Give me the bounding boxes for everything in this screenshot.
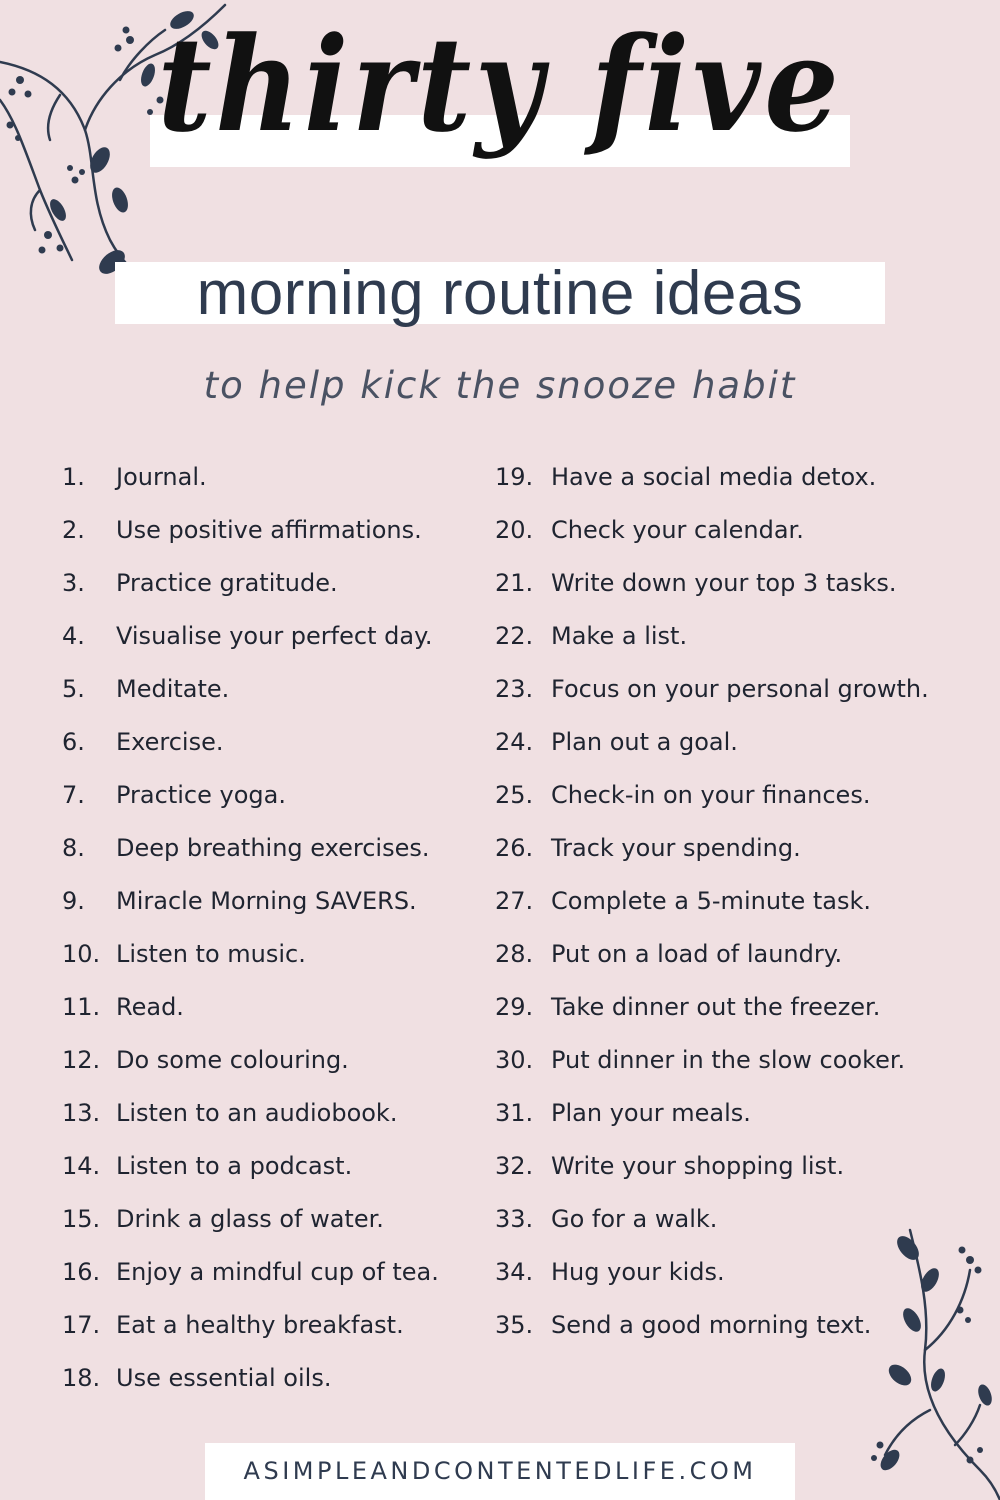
list-item xyxy=(62,609,482,662)
list-item xyxy=(495,1192,965,1245)
list-item xyxy=(495,980,965,1033)
list-item-text: Meditate. xyxy=(116,674,230,703)
list-item-number: 18. xyxy=(62,1363,101,1392)
list-item-text: Make a list. xyxy=(551,621,688,650)
list-item-number: 13. xyxy=(62,1098,101,1127)
list-item xyxy=(62,556,482,609)
list-item-number: 21. xyxy=(495,568,534,597)
list-item xyxy=(495,821,965,874)
list-item-text: Have a social media detox. xyxy=(551,462,877,491)
list-item xyxy=(62,450,482,503)
list-item-number: 2. xyxy=(62,515,85,544)
list-item xyxy=(495,927,965,980)
list-item xyxy=(495,503,965,556)
list-item-text: Put on a load of laundry. xyxy=(551,939,843,968)
list-item-text: Listen to a podcast. xyxy=(116,1151,353,1180)
list-item xyxy=(62,927,482,980)
list-item xyxy=(495,609,965,662)
list-item xyxy=(495,1086,965,1139)
list-item xyxy=(62,1139,482,1192)
list-item xyxy=(62,1086,482,1139)
list-item-number: 10. xyxy=(62,939,101,968)
list-item xyxy=(495,1139,965,1192)
list-item-text: Check-in on your finances. xyxy=(551,780,871,809)
list-item-text: Take dinner out the freezer. xyxy=(551,992,881,1021)
list-item-number: 30. xyxy=(495,1045,534,1074)
list-item-text: Go for a walk. xyxy=(551,1204,718,1233)
list-item xyxy=(62,1192,482,1245)
list-item-number: 33. xyxy=(495,1204,534,1233)
list-item-text: Drink a glass of water. xyxy=(116,1204,384,1233)
list-item-text: Plan your meals. xyxy=(551,1098,751,1127)
list-item xyxy=(62,1351,482,1404)
list-item xyxy=(62,821,482,874)
list-item-number: 8. xyxy=(62,833,85,862)
list-item-number: 25. xyxy=(495,780,534,809)
list-item xyxy=(495,1298,965,1351)
list-item-number: 4. xyxy=(62,621,85,650)
list-item xyxy=(62,715,482,768)
page-subtitle: morning routine ideas xyxy=(196,259,804,328)
list-item-number: 26. xyxy=(495,833,534,862)
list-item-text: Journal. xyxy=(116,462,207,491)
list-item-number: 17. xyxy=(62,1310,101,1339)
ideas-list-right xyxy=(495,450,965,1351)
list-item-text: Eat a healthy breakfast. xyxy=(116,1310,404,1339)
list-item-text: Enjoy a mindful cup of tea. xyxy=(116,1257,439,1286)
list-item-text: Listen to music. xyxy=(116,939,306,968)
list-item-number: 32. xyxy=(495,1151,534,1180)
list-item-number: 27. xyxy=(495,886,534,915)
list-item xyxy=(62,1245,482,1298)
list-item-text: Focus on your personal growth. xyxy=(551,674,929,703)
list-item-text: Plan out a goal. xyxy=(551,727,738,756)
list-item-number: 5. xyxy=(62,674,85,703)
list-item xyxy=(62,1298,482,1351)
list-item-text: Send a good morning text. xyxy=(551,1310,872,1339)
list-item-text: Exercise. xyxy=(116,727,224,756)
list-item xyxy=(62,503,482,556)
list-item xyxy=(62,874,482,927)
list-item xyxy=(495,874,965,927)
list-item xyxy=(495,1245,965,1298)
list-item-number: 1. xyxy=(62,462,85,491)
list-item-text: Track your spending. xyxy=(551,833,801,862)
tagline: to help kick the snooze habit xyxy=(203,364,797,407)
list-item-number: 7. xyxy=(62,780,85,809)
list-item-number: 20. xyxy=(495,515,534,544)
list-item-number: 35. xyxy=(495,1310,534,1339)
list-item-number: 3. xyxy=(62,568,85,597)
list-item xyxy=(495,450,965,503)
list-item-number: 23. xyxy=(495,674,534,703)
list-item-text: Read. xyxy=(116,992,184,1021)
list-item-number: 9. xyxy=(62,886,85,915)
list-item xyxy=(62,768,482,821)
list-item xyxy=(495,1033,965,1086)
list-item-text: Write your shopping list. xyxy=(551,1151,845,1180)
list-item-number: 6. xyxy=(62,727,85,756)
list-item-text: Visualise your perfect day. xyxy=(116,621,433,650)
list-item-text: Practice yoga. xyxy=(116,780,286,809)
list-item-number: 22. xyxy=(495,621,534,650)
list-item-number: 15. xyxy=(62,1204,101,1233)
list-item-text: Write down your top 3 tasks. xyxy=(551,568,897,597)
list-item-text: Complete a 5-minute task. xyxy=(551,886,871,915)
list-item-text: Check your calendar. xyxy=(551,515,804,544)
list-item-number: 29. xyxy=(495,992,534,1021)
list-item xyxy=(62,662,482,715)
list-item-number: 31. xyxy=(495,1098,534,1127)
list-item-number: 19. xyxy=(495,462,534,491)
page-title: thirty five xyxy=(157,8,843,161)
list-item xyxy=(495,662,965,715)
list-item-number: 34. xyxy=(495,1257,534,1286)
list-item-number: 11. xyxy=(62,992,101,1021)
list-item xyxy=(495,556,965,609)
list-item-number: 28. xyxy=(495,939,534,968)
ideas-list-left xyxy=(62,450,482,1404)
list-item-text: Do some colouring. xyxy=(116,1045,349,1074)
list-item-text: Deep breathing exercises. xyxy=(116,833,430,862)
website-url[interactable]: ASIMPLEANDCONTENTEDLIFE.COM xyxy=(243,1457,757,1485)
list-item-number: 14. xyxy=(62,1151,101,1180)
list-item-text: Put dinner in the slow cooker. xyxy=(551,1045,906,1074)
list-item xyxy=(495,715,965,768)
list-item-text: Hug your kids. xyxy=(551,1257,725,1286)
list-item-text: Miracle Morning SAVERS. xyxy=(116,886,417,915)
list-item xyxy=(62,1033,482,1086)
list-item-text: Listen to an audiobook. xyxy=(116,1098,398,1127)
list-item xyxy=(62,980,482,1033)
list-item-number: 16. xyxy=(62,1257,101,1286)
list-item-text: Practice gratitude. xyxy=(116,568,338,597)
list-item-text: Use positive affirmations. xyxy=(116,515,422,544)
list-item-number: 24. xyxy=(495,727,534,756)
list-item-number: 12. xyxy=(62,1045,101,1074)
list-item xyxy=(495,768,965,821)
list-item-text: Use essential oils. xyxy=(116,1363,332,1392)
